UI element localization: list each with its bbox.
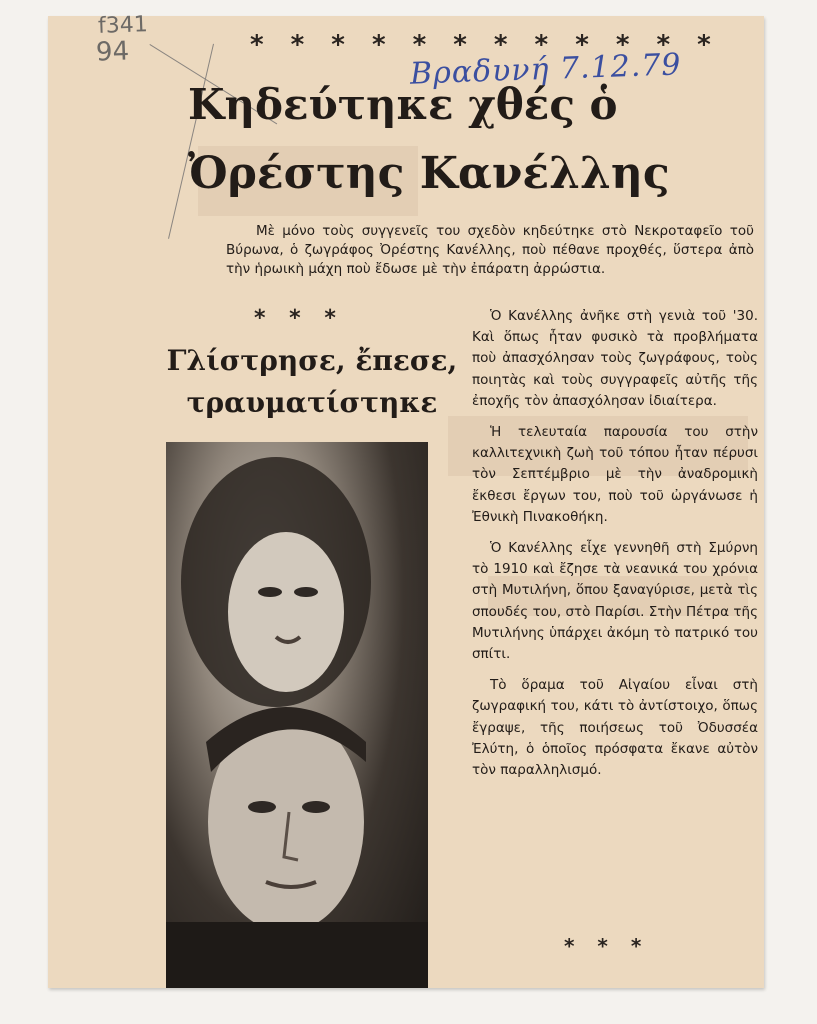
headline-line-2: Ὀρέστης Κανέλλης (188, 148, 670, 199)
handwritten-date: Βραδυνή 7.12.79 (409, 47, 683, 92)
section-stars: * * * (254, 306, 344, 331)
article-body (472, 306, 758, 791)
subheadline-line-1: Γλίστρησε, ἔπεσε, (166, 344, 458, 377)
body-paragraph: Τὸ ὅραμα τοῦ Αἰγαίου εἶναι στὴ ζωγραφική του, κάτι τὸ ἀντίστοιχο, ὅπως ἔγραψε, τῆς ποιήσεως τοῦ Ὀδυσσέα Ἐλύτη, ὁ ὁποῖος πρόσφατα ἔκανε αὐτὸν τὸν παραλληλισμό. (472, 677, 758, 779)
end-stars: * * * (564, 934, 650, 958)
body-paragraph: Ὁ Κανέλλης εἶχε γεννηθῆ στὴ Σμύρνη τὸ 1910 καὶ ἔζησε τὰ νεανικά του χρόνια στὴ Μυτιλήνη, ὅπου ξαναγύρισε, μετὰ τὶς σπουδές του, στὸ Παρίσι. Στὴν Πέτρα τῆς Μυτιλήνης ὑπάρχει ἀκόμη τὸ πατρικό του σπίτι. (472, 540, 758, 663)
body-paragraph: Ὁ Κανέλλης ἀνῆκε στὴ γενιὰ τοῦ '30. Καὶ ὅπως ἦταν φυσικὸ τὰ προβλήματα ποὺ ἀπασχόλησαν τοὺς ζωγράφους, τοὺς ποιητὰς καὶ τοὺς συγγραφεῖς αὐτῆς τῆς ἐποχῆς τὸν ἀπασχόλησαν ἰδιαίτερα. (472, 308, 758, 409)
top-stars: * * * * * * * * * * * * (250, 30, 720, 60)
portrait-photo (166, 442, 428, 988)
pencil-note-number: 94 (95, 36, 130, 68)
subheadline-line-2: τραυματίστηκε (186, 386, 438, 419)
body-paragraph: Ἡ τελευταία παρουσία του στὴν καλλιτεχνικὴ ζωὴ τοῦ τόπου ἦταν πέρυσι τὸν Σεπτέμβριο μὲ τὴν ἀναδρομικὴ ἔκθεσι ἔργων του, ποὺ τοῦ ὠργάνωσε ἡ Ἐθνικὴ Πινακοθήκη. (472, 424, 758, 525)
pencil-note: f341 (97, 12, 149, 39)
lead-paragraph: Μὲ μόνο τοὺς συγγενεῖς του σχεδὸν κηδεύτηκε στὸ Νεκροταφεῖο τοῦ Βύρωνα, ὁ ζωγράφος Ὀρέστης Κανέλλης, ποὺ πέθανε προχθές, ὕστερα ἀπὸ τὴν ἡρωικὴ μάχη ποὺ ἔδωσε μὲ τὴν ἐπάρατη ἀρρώστια. (226, 223, 754, 277)
headline-line-1: Κηδεύτηκε χθές ὁ (188, 80, 618, 129)
subheadline (158, 340, 466, 424)
